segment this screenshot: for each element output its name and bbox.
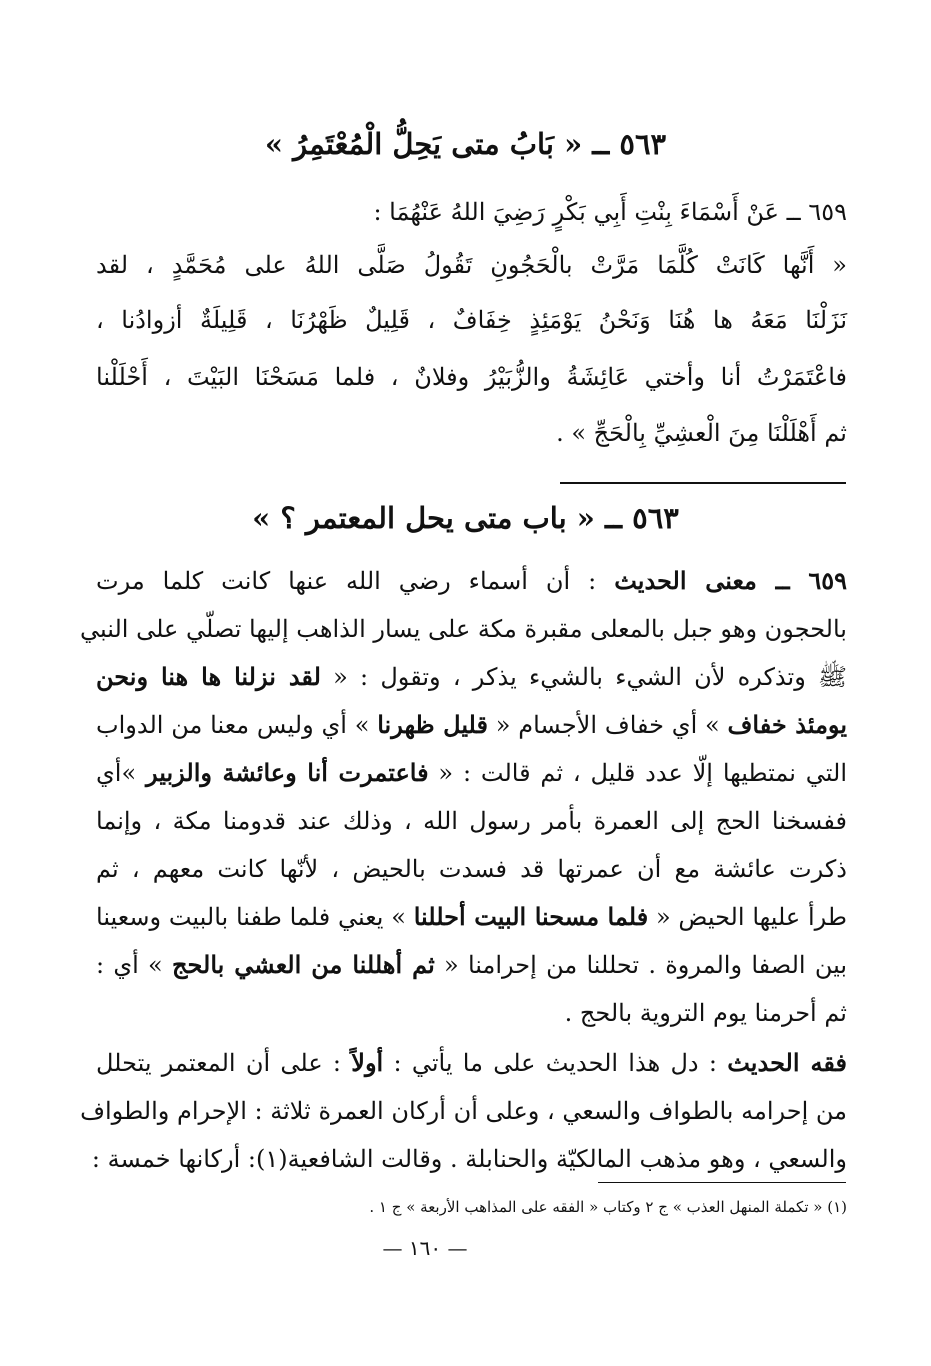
- text-run: ثم أحرمنا يوم التروية بالحج .: [564, 999, 847, 1027]
- text-run: ذكرت عائشة مع أن عمرتها قد فسدت بالحيض ، لأنّها كانت معهم ، ثم: [96, 855, 847, 883]
- text-run: » أي خفاف الأجسام «: [487, 711, 728, 739]
- hadith-text-line: نَزَلْنَا مَعَهُ ها هُنَا وَنَحْنُ يَوْمَئِذٍ خِفَافٌ ، قَلِيلٌ ظَهْرُنَا ، قَلِيلَةٌ أزوادُنا ،: [96, 306, 847, 334]
- commentary-line: [96, 945, 847, 985]
- text-run: التي نمتطيها إلّا عدد قليل ، ثم قالت : «: [428, 759, 847, 787]
- bold-term: أولاً: [351, 1048, 384, 1077]
- quoted-hadith: فلما مسحنا البيت أحللنا: [413, 902, 649, 931]
- commentary-line: [96, 753, 847, 793]
- hadith-number: ٦٥٩ ــ: [756, 566, 847, 595]
- page-number: — ١٦٠ —: [382, 1236, 468, 1260]
- commentary-line: [96, 897, 847, 937]
- text-run: » يعني فلما طفنا بالبيت وسعينا: [96, 903, 414, 931]
- quoted-hadith: ثم أهللنا من العشي بالحج: [172, 950, 435, 979]
- chapter-heading-original: ٥٦٣ ــ « بَابُ متى يَحِلُّ الْمُعْتَمِرُ »: [264, 127, 667, 161]
- commentary-line: [96, 993, 847, 1033]
- footnote-divider: [598, 1182, 846, 1183]
- commentary-line: [96, 801, 847, 841]
- bold-term: فقه الحديث: [727, 1048, 848, 1077]
- text-run: : على أن المعتمر يتحلل: [96, 1049, 352, 1077]
- text-run: : دل هذا الحديث على ما يأتي :: [383, 1049, 728, 1077]
- fiqh-line: [80, 1091, 847, 1131]
- text-run: من إحرامه بالطواف والسعي ، وعلى أن أركان العمرة ثلاثة : الإحرام والطواف: [80, 1097, 847, 1125]
- commentary-line: [79, 609, 847, 649]
- quoted-hadith: لقد نزلنا ها هنا ونحن: [96, 662, 321, 691]
- text-run: » أي :: [96, 951, 173, 979]
- chapter-heading-commentary: ٥٦٣ ــ « باب متى يحل المعتمر ؟ »: [252, 501, 679, 535]
- hadith-text-line: ثم أَهْلَلْنَا مِنَ الْعشِيِّ بِالْحَجِّ » .: [556, 419, 847, 447]
- bold-term: معنى الحديث: [614, 566, 757, 595]
- fiqh-line: [96, 1043, 847, 1083]
- quoted-hadith: يومئذ خفاف: [727, 710, 847, 739]
- text-run: : أن أسماء رضي الله عنها كانت كلما مرت: [96, 567, 615, 595]
- text-run: والسعي ، وهو مذهب المالكيّة والحنابلة . وقالت الشافعية(١): أركانها خمسة :: [91, 1145, 847, 1173]
- section-divider: [560, 482, 846, 484]
- text-run: بالحجون وهو جبل بالمعلى مقبرة مكة على يسار الذاهب إليها تصلّي على النبي: [79, 615, 847, 643]
- text-run: ففسخنا الحج إلى العمرة بأمر رسول الله ، وذلك عند قدومنا مكة ، وإنما: [96, 807, 847, 835]
- fiqh-line: [91, 1139, 847, 1179]
- text-run: » أي وليس معنا من الدواب: [96, 711, 378, 739]
- hadith-text-line: « أَنَّها كَانَتْ كُلَّمَا مَرَّتْ بالْحَجُونِ تَقُولُ صَلَّى اللهُ على مُحَمَّدٍ ، لقد: [96, 251, 847, 279]
- text-run: ﷺ وتذكره لأن الشيء بالشيء يذكر ، وتقول : «: [320, 663, 847, 691]
- hadith-intro-line: ٦٥٩ ــ عَنْ أَسْمَاءَ بِنْتِ أَبِي بَكْرٍ رَضِيَ اللهُ عَنْهُمَا :: [373, 198, 847, 226]
- commentary-line: [96, 849, 847, 889]
- commentary-line: [96, 705, 847, 745]
- quoted-hadith: فاعتمرت أنا وعائشة والزبير: [145, 758, 429, 787]
- text-run: »أي: [96, 759, 146, 787]
- footnote: (١) « تكملة المنهل العذب » ج ٢ وكتاب « الفقه على المذاهب الأربعة » ج ١ .: [369, 1198, 847, 1216]
- commentary-line: [96, 657, 847, 697]
- quoted-hadith: قليل ظهرنا: [377, 710, 488, 739]
- text-run: بين الصفا والمروة . تحللنا من إحرامنا «: [434, 951, 848, 979]
- text-run: طرأ عليها الحيض «: [648, 903, 848, 931]
- commentary-line: [96, 561, 847, 601]
- hadith-text-line: فاعْتَمَرْتُ أنا وأختي عَائِشَةُ والزُّبَيْرُ وفلانٌ ، فلما مَسَحْنَا البَيْتَ ، أَحْلَلْنا: [96, 363, 847, 391]
